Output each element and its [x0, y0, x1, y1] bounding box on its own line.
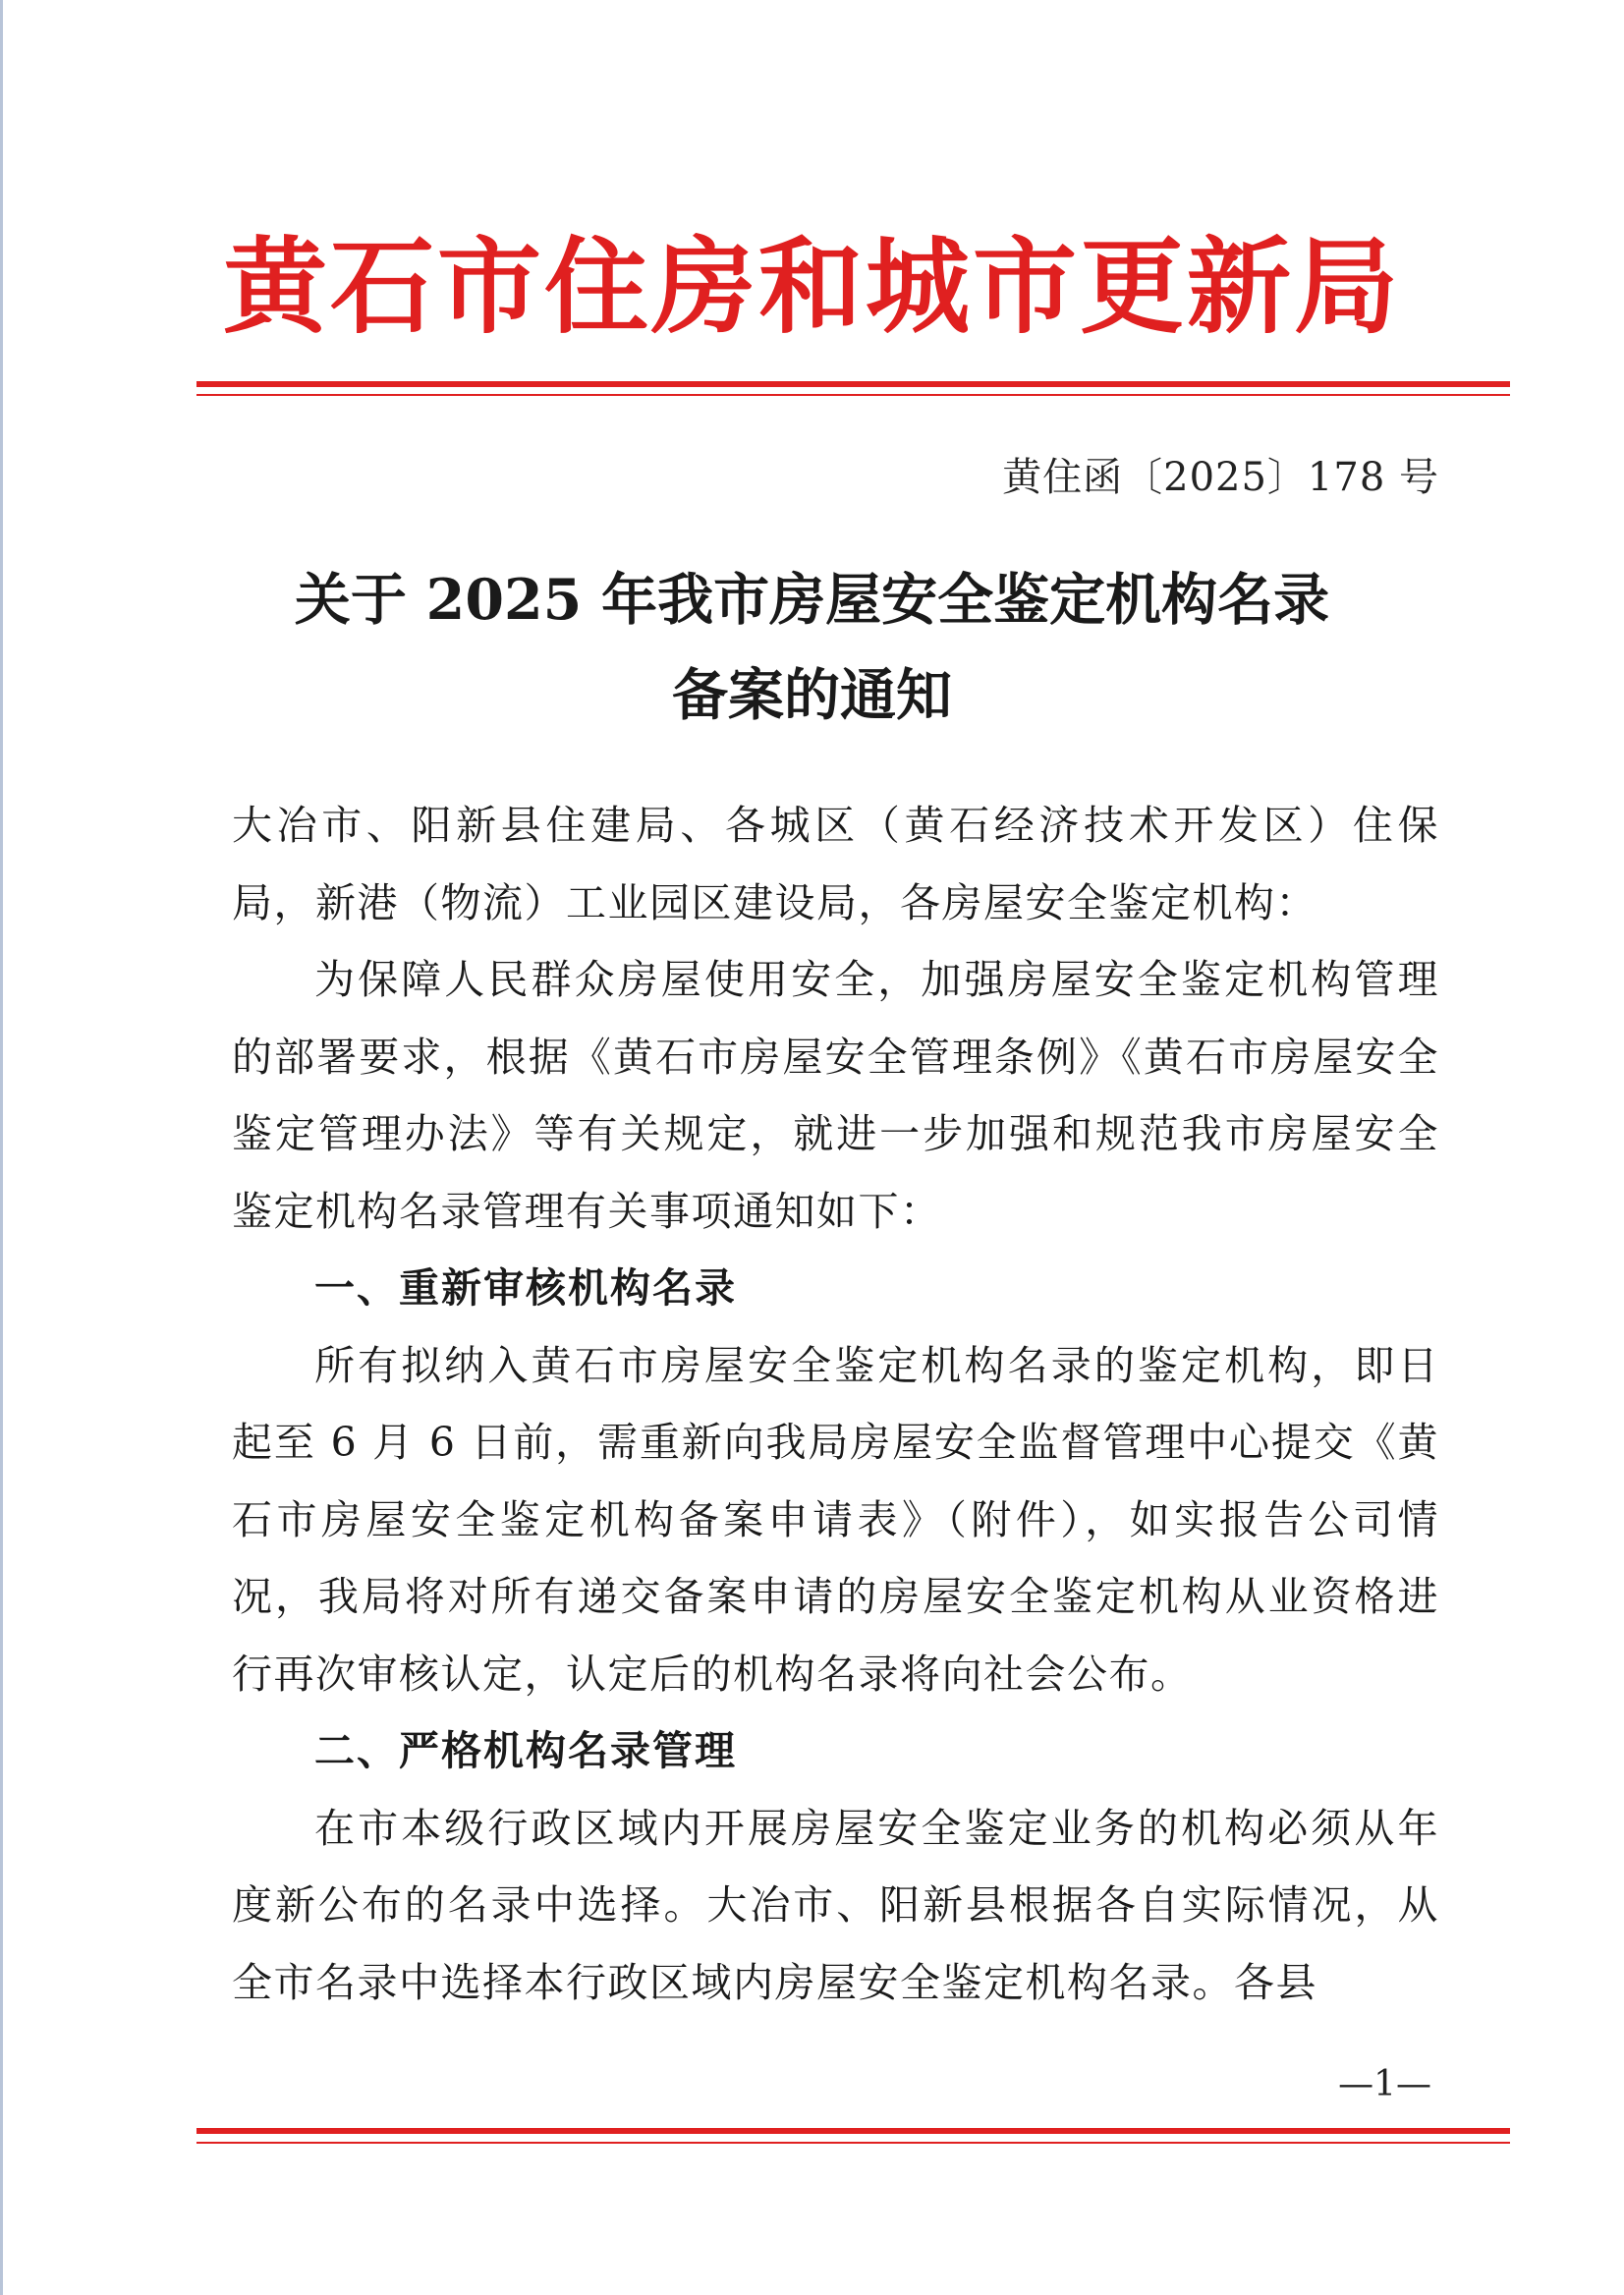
section-2-paragraph: 在市本级行政区域内开展房屋安全鉴定业务的机构必须从年度新公布的名录中选择。大冶市、阳新县根据各自实际情况，从全市名录中选择本行政区域内房屋安全鉴定机构名录。各县: [232, 1804, 1439, 2006]
header-rule-thick: [196, 381, 1510, 387]
footer-rule-thin: [196, 2142, 1510, 2144]
document-title: [196, 552, 1428, 743]
section-1-heading: 一、重新审核机构名录: [314, 1264, 737, 1312]
section-2-heading: 二、严格机构名录管理: [314, 1727, 737, 1774]
page-number: —1—: [1338, 2064, 1431, 2104]
document-number: 黄住函〔2025〕178 号: [1002, 455, 1439, 500]
recipients-paragraph: 大冶市、阳新县住建局、各城区（黄石经济技术开发区）住保局，新港（物流）工业园区建设局，各房屋安全鉴定机构：: [232, 802, 1439, 926]
agency-red-header: 黄石市住房和城市更新局: [223, 225, 1401, 348]
title-line-1: 关于 2025 年我市房屋安全鉴定机构名录: [294, 567, 1330, 633]
page-edge: [0, 0, 3, 2295]
intro-paragraph: 为保障人民群众房屋使用安全，加强房屋安全鉴定机构管理的部署要求，根据《黄石市房屋安全管理条例》《黄石市房屋安全鉴定管理办法》等有关规定，就进一步加强和规范我市房屋安全鉴定机构名录管理有关事项通知如下：: [232, 956, 1439, 1235]
title-line-2: 备案的通知: [672, 662, 952, 728]
document-body: [232, 787, 1439, 2021]
footer-rule-thick: [196, 2128, 1510, 2134]
section-1-paragraph: 所有拟纳入黄石市房屋安全鉴定机构名录的鉴定机构，即日起至 6 月 6 日前，需重新向我局房屋安全监督管理中心提交《黄石市房屋安全鉴定机构备案申请表》（附件），如实报告公司情况，我局将对所有递交备案申请的房屋安全鉴定机构从业资格进行再次审核认定，认定后的机构名录将向社会公布。: [232, 1341, 1439, 1698]
header-rule-thin: [196, 394, 1510, 396]
